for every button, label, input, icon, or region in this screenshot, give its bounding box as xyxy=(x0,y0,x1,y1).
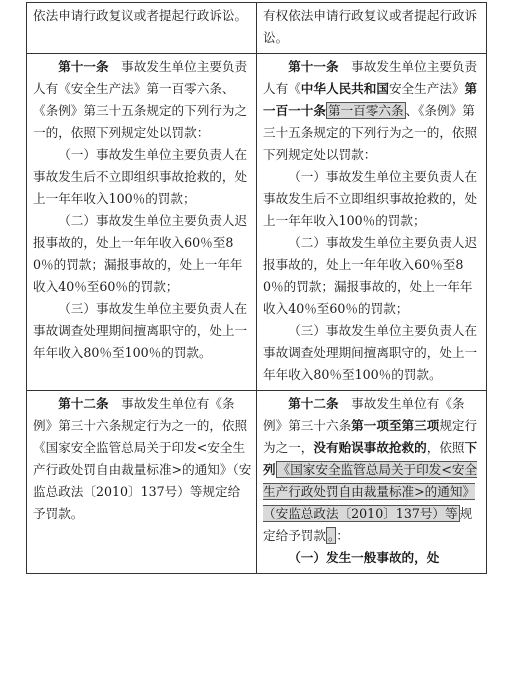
list-item: （二）事故发生单位主要负责人迟报事故的，处上一年年收入60％至80％的罚款；漏报事故的，处上一年年收入40％至60％的罚款； xyxy=(33,213,248,294)
article-paragraph xyxy=(263,56,482,166)
deleted-text: 。 xyxy=(327,528,335,543)
article-text: 事故发生单位有《条例》第三十六条 xyxy=(263,396,465,433)
article-paragraph xyxy=(33,393,252,525)
old-text-cell xyxy=(27,391,257,574)
added-text: 第一项至第三项 xyxy=(351,418,440,433)
article-text: ，依照 xyxy=(426,440,465,455)
article-heading: 第十一条 xyxy=(58,59,109,74)
list-item: （二）事故发生单位主要负责人迟报事故的，处上一年年收入60％至80％的罚款；漏报事故的，处上一年年收入40％至60％的罚款； xyxy=(263,235,478,316)
added-text: 第一百一十条 xyxy=(263,81,478,118)
new-text-cell xyxy=(257,54,487,391)
table-row xyxy=(27,54,487,391)
paragraph: 依法申请行政复议或者提起行政诉讼。 xyxy=(33,8,248,23)
article-text: 安全生产法》 xyxy=(388,81,465,96)
added-text: 没有贻误事故抢救的 xyxy=(313,440,427,455)
list-item: （一）事故发生单位主要负责人在事故发生后不立即组织事故抢救的，处上一年年收入100％的罚款； xyxy=(33,147,248,206)
article-text: 事故发生单位主要负责人有《安全生产法》第一百零六条、《条例》第三十五条规定的下列行为之一的，依照下列规定处以罚款： xyxy=(33,59,248,140)
article-paragraph xyxy=(263,393,482,547)
deleted-text: 《国家安全监管总局关于印发<安全生产行政处罚自由裁量标准>的通知》（安监总政法〔2010〕137号）等 xyxy=(263,462,478,521)
list-item: （三）事故发生单位主要负责人在事故调查处理期间擅离职守的，处上一年年收入80％至100％的罚款。 xyxy=(33,301,248,360)
article-paragraph xyxy=(33,56,252,144)
article-text: 事故发生单位有《条例》第三十六条规定行为之一的，依照《国家安全监管总局关于印发<安全生产行政处罚自由裁量标准>的通知》（安监总政法〔2010〕137号）等规定给予罚款。 xyxy=(33,396,252,521)
deleted-text: 第一百零六条 xyxy=(327,103,404,118)
article-heading: 第十二条 xyxy=(58,396,109,411)
article-text: 规定给予罚款 xyxy=(263,506,473,543)
old-text-cell xyxy=(27,54,257,391)
list-item: （一）发生一般事故的，处 xyxy=(288,550,440,565)
comparison-table xyxy=(26,2,487,574)
added-text: 下列 xyxy=(263,440,478,477)
article-text: 、《条例》第三十五条规定的下列行为之一的，依照下列规定处以罚款： xyxy=(263,103,478,162)
table-row xyxy=(27,3,487,54)
article-heading: 第十二条 xyxy=(288,396,339,411)
new-text-cell xyxy=(257,391,487,574)
article-text: 规定行为之一， xyxy=(263,418,478,455)
list-item: （一）事故发生单位主要负责人在事故发生后不立即组织事故抢救的，处上一年年收入100％的罚款； xyxy=(263,169,478,228)
new-text-cell xyxy=(257,3,487,54)
table-row xyxy=(27,391,487,574)
article-text: ： xyxy=(336,528,349,543)
article-text: 事故发生单位主要负责人有《 xyxy=(263,59,478,96)
paragraph: 有权依法申请行政复议或者提起行政诉讼。 xyxy=(263,8,478,45)
list-item: （三）事故发生单位主要负责人在事故调查处理期间擅离职守的，处上一年年收入80％至100％的罚款。 xyxy=(263,323,478,382)
old-text-cell xyxy=(27,3,257,54)
article-heading: 第十一条 xyxy=(288,59,339,74)
added-text: 中华人民共和国 xyxy=(300,81,389,96)
